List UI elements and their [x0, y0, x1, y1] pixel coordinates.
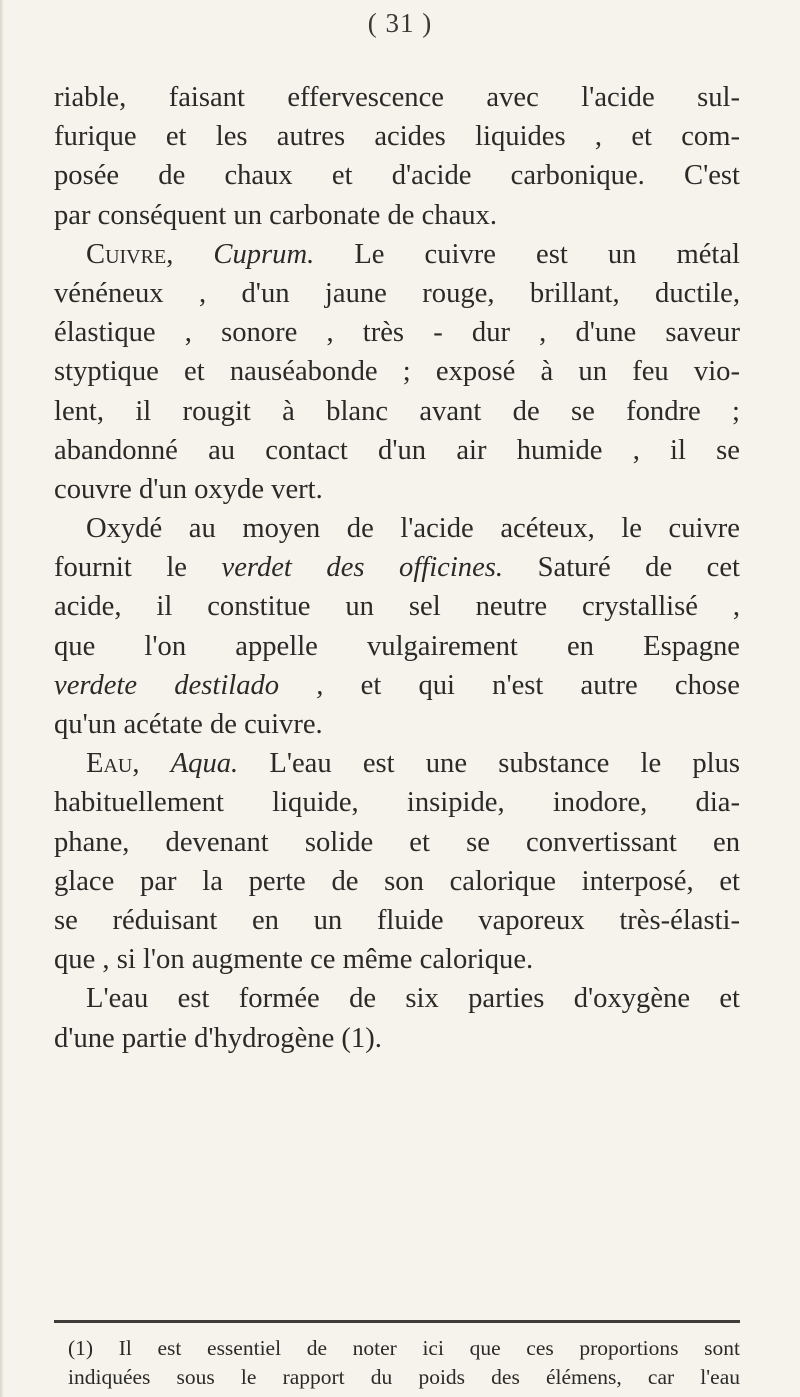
text-fragment: Saturé de cet [503, 552, 740, 584]
italic-term: verdet des officines. [221, 552, 504, 584]
paragraph-eau [54, 744, 740, 979]
paragraph-carbonate [54, 78, 740, 235]
text-fragment: Le cuivre est un métal [314, 238, 740, 270]
text-line [54, 666, 740, 705]
text-line: riable, faisant effervescence avec l'acide sul- [54, 82, 740, 113]
text-line: furique et les autres acides liquides , et com- [54, 121, 740, 153]
footnote-line: (1) Il est essentiel de noter ici que ces proportions sont [68, 1336, 740, 1360]
entry-latin: Aqua. [170, 748, 239, 780]
entry-head: Eau [86, 748, 133, 780]
text-line: abandonné au contact d'un air humide , il se [54, 434, 740, 466]
text-line: phane, devenant solide et se convertissant en [54, 826, 740, 858]
footnote-line: indiquées sous le rapport du poids des élémens, car l'eau [68, 1365, 740, 1389]
text-line: Eau, Aqua. L'eau est une substance le plus [86, 748, 741, 780]
text-line: d'une partie d'hydrogène (1). [54, 1022, 382, 1054]
text-fragment: L'eau est une substance le plus [238, 748, 741, 780]
text-line: habituellement liquide, insipide, inodore, dia- [54, 787, 740, 819]
text-line: qu'un acétate de cuivre. [54, 709, 323, 740]
text-line: glace par la perte de son calorique interposé, et [54, 865, 740, 897]
main-text [54, 78, 740, 1058]
italic-term: verdete destilado , [54, 669, 324, 701]
text-line: vénéneux , d'un jaune rouge, brillant, ductile, [54, 277, 740, 309]
text-fragment: et qui n'est autre chose [323, 669, 740, 701]
text-fragment: fournit le [54, 552, 222, 584]
footnote [68, 1334, 740, 1392]
text-line: par conséquent un carbonate de chaux. [54, 199, 498, 231]
text-line: Oxydé au moyen de l'acide acéteux, le cuivre [86, 513, 740, 545]
page-number: ( 31 ) [367, 8, 433, 38]
paragraph-cuivre [54, 235, 740, 509]
entry-latin: Cuprum. [213, 238, 315, 270]
text-line: que , si l'on augmente ce même calorique. [54, 944, 534, 976]
page-edge-shadow [0, 0, 4, 1397]
text-line: lent, il rougit à blanc avant de se fondre ; [54, 395, 740, 427]
text-line: que l'on appelle vulgairement en Espagne [54, 630, 740, 662]
text-line: couvre d'un oxyde vert. [54, 473, 323, 505]
text-line: se réduisant en un fluide vaporeux très-élasti- [54, 904, 740, 936]
entry-head: Cuivre [86, 238, 167, 270]
text-line [54, 548, 740, 587]
footnote-divider [54, 1320, 740, 1323]
text-line: styptique et nauséabonde ; exposé à un feu vio- [54, 356, 740, 388]
text-line: acide, il constitue un sel neutre crystallisé , [54, 591, 740, 623]
paragraph-composition [54, 979, 740, 1057]
text-line: Cuivre, Cuprum. Le cuivre est un métal [86, 238, 740, 270]
text-line: L'eau est formée de six parties d'oxygène et [86, 983, 740, 1015]
text-line: posée de chaux et d'acide carbonique. C'est [54, 160, 740, 192]
paragraph-oxyde [54, 509, 740, 744]
text-line: élastique , sonore , très - dur , d'une saveur [54, 317, 740, 349]
